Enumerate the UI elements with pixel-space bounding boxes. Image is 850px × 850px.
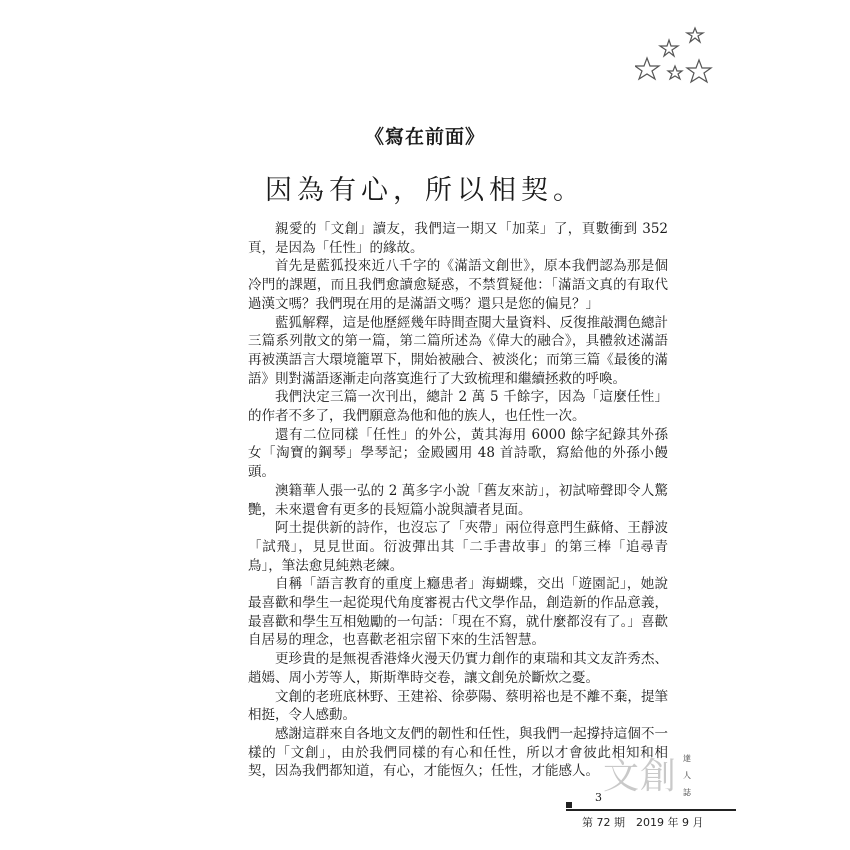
- magazine-logo: [603, 748, 713, 808]
- paragraph: 感謝這群來自各地文友們的韌性和任性，與我們一起撐持這個不一樣的「文創」，由於我們同樣的有心和任性，所以才會彼此相知和相契，因為我們都知道，有心，才能恆久；任性，才能感人。: [248, 725, 668, 780]
- paragraph: 親愛的「文創」讀友，我們這一期又「加菜」了，頁數衝到 352 頁，是因為「任性」的緣故。: [248, 221, 668, 256]
- footer-divider: [566, 809, 736, 811]
- logo-side-char: 誌: [683, 788, 691, 797]
- paragraph: 更珍貴的是無視香港烽火漫天仍實力創作的東瑞和其文友許秀杰、趙嫣、周小芳等人，斯斯準時交卷，讓文創免於斷炊之憂。: [248, 651, 668, 686]
- logo-side-text: [683, 750, 703, 801]
- logo-main-text: 文創: [603, 756, 678, 797]
- page-number: 3: [595, 791, 602, 804]
- issue-info: 第 72 期 2019 年 9 月: [582, 816, 704, 829]
- stars-decoration-icon: [635, 20, 715, 90]
- paragraph: 文創的老班底林野、王建裕、徐夢陽、蔡明裕也是不離不棄，提筆相挺，令人感動。: [248, 688, 668, 724]
- footer-marker: [566, 802, 572, 808]
- article-body: [248, 220, 668, 781]
- logo-side-char: 人: [683, 771, 691, 780]
- paragraph: 還有二位同樣「任性」的外公，黃其海用 6000 餘字紀錄其外孫女「淘寶的鋼琴」學琴記；金殿國用 48 首詩歌，寫給他的外孫小饅頭。: [248, 426, 668, 481]
- column-title: 《寫在前面》: [364, 126, 485, 148]
- logo-side-char: 達: [683, 754, 691, 763]
- paragraph: 阿土提供新的詩作，也沒忘了「夾帶」兩位得意門生蘇脩、王靜波「試飛」，見見世面。衍波彈出其「二手書故事」的第三棒「追尋青鳥」，筆法愈見純熟老練。: [248, 520, 668, 574]
- paragraph: 藍狐解釋，這是他歷經幾年時間查閱大量資料、反復推敲潤色總計三篇系列散文的第一篇，第二篇所述為《偉大的融合》，具體敘述滿語再被漢語言大環境籠罩下，開始被融合、被淡化；而第三篇《最後的滿語》則對滿語逐漸走向落寞進行了大致梳理和繼續拯救的呼喚。: [248, 314, 668, 387]
- paragraph: 自稱「語言教育的重度上癮患者」海蝴蝶，交出「遊園記」，她說最喜歡和學生一起從現代角度審視古代文學作品，創造新的作品意義，最喜歡和學生互相勉勵的一句話：「現在不寫，就什麼都沒有了。」喜歡自居易的理念，也喜歡老祖宗留下來的生活智慧。: [248, 576, 668, 649]
- paragraph: 我們決定三篇一次刊出，總計 2 萬 5 千餘字，因為「這麼任性」的作者不多了，我們願意為他和他的族人，也任性一次。: [248, 389, 668, 425]
- headline: 因為有心，所以相契。: [265, 175, 585, 206]
- paragraph: 澳籍華人張一弘的 2 萬多字小說「舊友來訪」，初試啼聲即令人驚艷，未來還會有更多的長短篇小說與讀者見面。: [248, 482, 668, 518]
- paragraph: 首先是藍狐投來近八千字的《滿語文創世》，原本我們認為那是個冷門的課題，而且我們愈讀愈疑惑，不禁質疑他：「滿語文真的有取代過漢文嗎？我們現在用的是滿語文嗎？還只是您的偏見？」: [248, 258, 668, 312]
